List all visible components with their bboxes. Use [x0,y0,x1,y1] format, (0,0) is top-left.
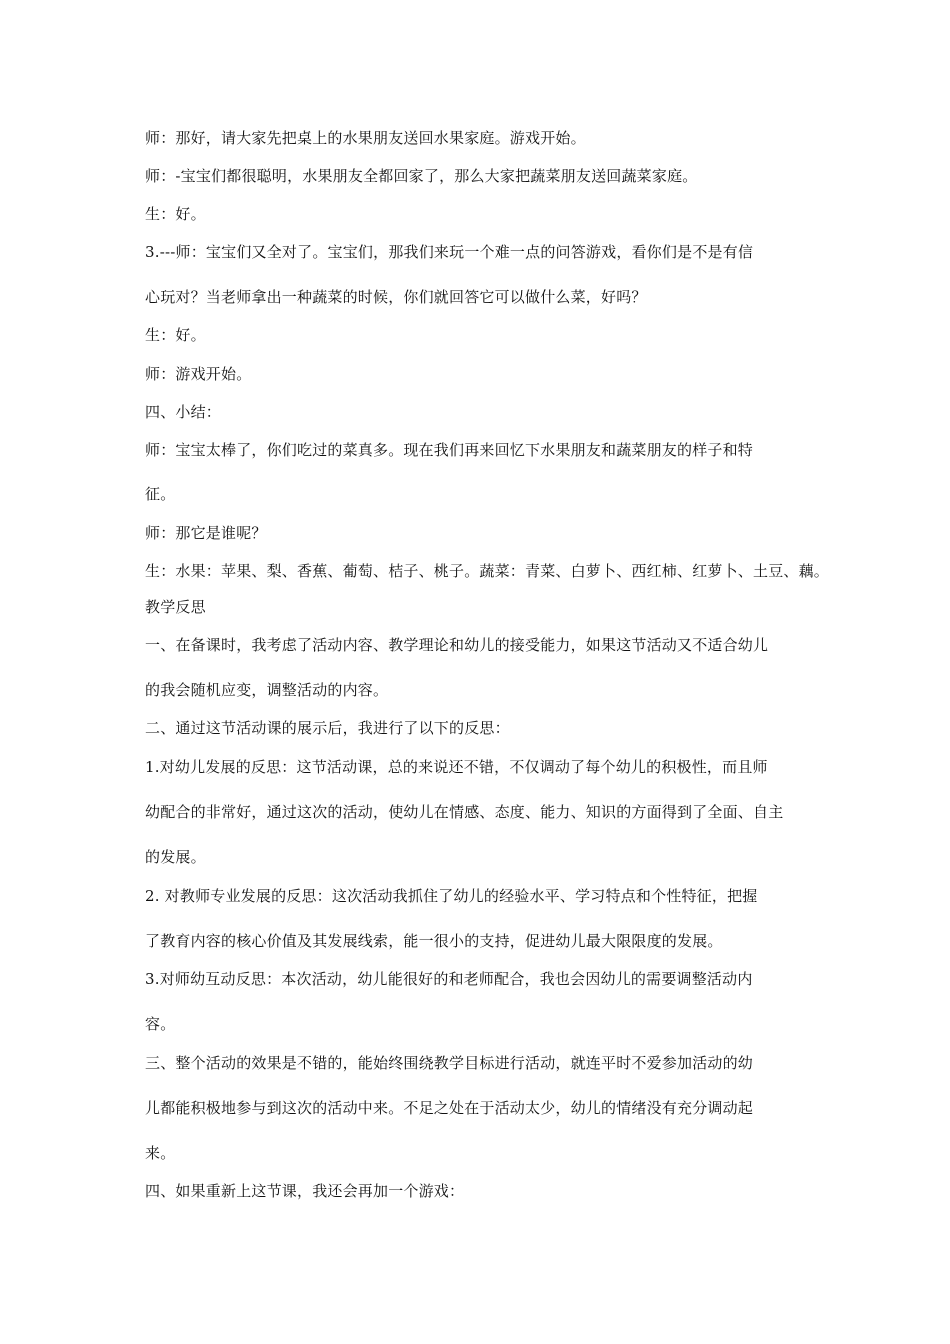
text-line: 儿都能积极地参与到这次的活动中来。不足之处在于活动太少，幼儿的情绪没有充分调动起 [145,1099,754,1117]
text-line: 3.---师：宝宝们又全对了。宝宝们，那我们来玩一个难一点的问答游戏，看你们是不是有信 [145,243,754,261]
text-line: 来。 [145,1144,176,1162]
text-line: 的发展。 [145,848,206,866]
text-line: 师：那它是谁呢？ [145,524,267,542]
text-line: 生：好。 [145,326,206,344]
text-line: 三、整个活动的效果是不错的，能始终围绕教学目标进行活动，就连平时不爱参加活动的幼 [145,1054,754,1072]
text-line: 师：-宝宝们都很聪明，水果朋友全都回家了，那么大家把蔬菜朋友送回蔬菜家庭。 [145,167,698,185]
text-line: 3.对师幼互动反思：本次活动，幼儿能很好的和老师配合，我也会因幼儿的需要调整活动内 [145,970,753,988]
text-line: 征。 [145,485,176,503]
text-line: 一、在备课时，我考虑了活动内容、教学理论和幼儿的接受能力，如果这节活动又不适合幼儿 [145,636,769,654]
text-line: 幼配合的非常好，通过这次的活动，使幼儿在情感、态度、能力、知识的方面得到了全面、自主 [145,803,784,821]
text-line: 师：游戏开始。 [145,365,252,383]
text-line: 1.对幼儿发展的反思：这节活动课，总的来说还不错，不仅调动了每个幼儿的积极性，而且师 [145,758,768,776]
text-line: 生：好。 [145,205,206,223]
text-line: 二、通过这节活动课的展示后，我进行了以下的反思： [145,719,510,737]
text-line: 师：那好，请大家先把桌上的水果朋友送回水果家庭。游戏开始。 [145,129,586,147]
section-heading: 教学反思 [145,598,206,616]
text-line: 师：宝宝太棒了，你们吃过的菜真多。现在我们再来回忆下水果朋友和蔬菜朋友的样子和特 [145,441,754,459]
text-line: 了教育内容的核心价值及其发展线索，能一很小的支持，促进幼儿最大限限度的发展。 [145,932,723,950]
text-line: 四、如果重新上这节课，我还会再加一个游戏： [145,1182,465,1200]
text-line: 容。 [145,1015,176,1033]
text-line: 心玩对？当老师拿出一种蔬菜的时候，你们就回答它可以做什么菜，好吗？ [145,288,647,306]
text-line: 的我会随机应变，调整活动的内容。 [145,681,389,699]
section-heading: 四、小结： [145,403,222,421]
text-line: 生：水果：苹果、梨、香蕉、葡萄、桔子、桃子。蔬菜：青菜、白萝卜、西红柿、红萝卜、土豆、藕。 [145,562,830,580]
text-line: 2. 对教师专业发展的反思：这次活动我抓住了幼儿的经验水平、学习特点和个性特征，把握 [145,887,758,905]
